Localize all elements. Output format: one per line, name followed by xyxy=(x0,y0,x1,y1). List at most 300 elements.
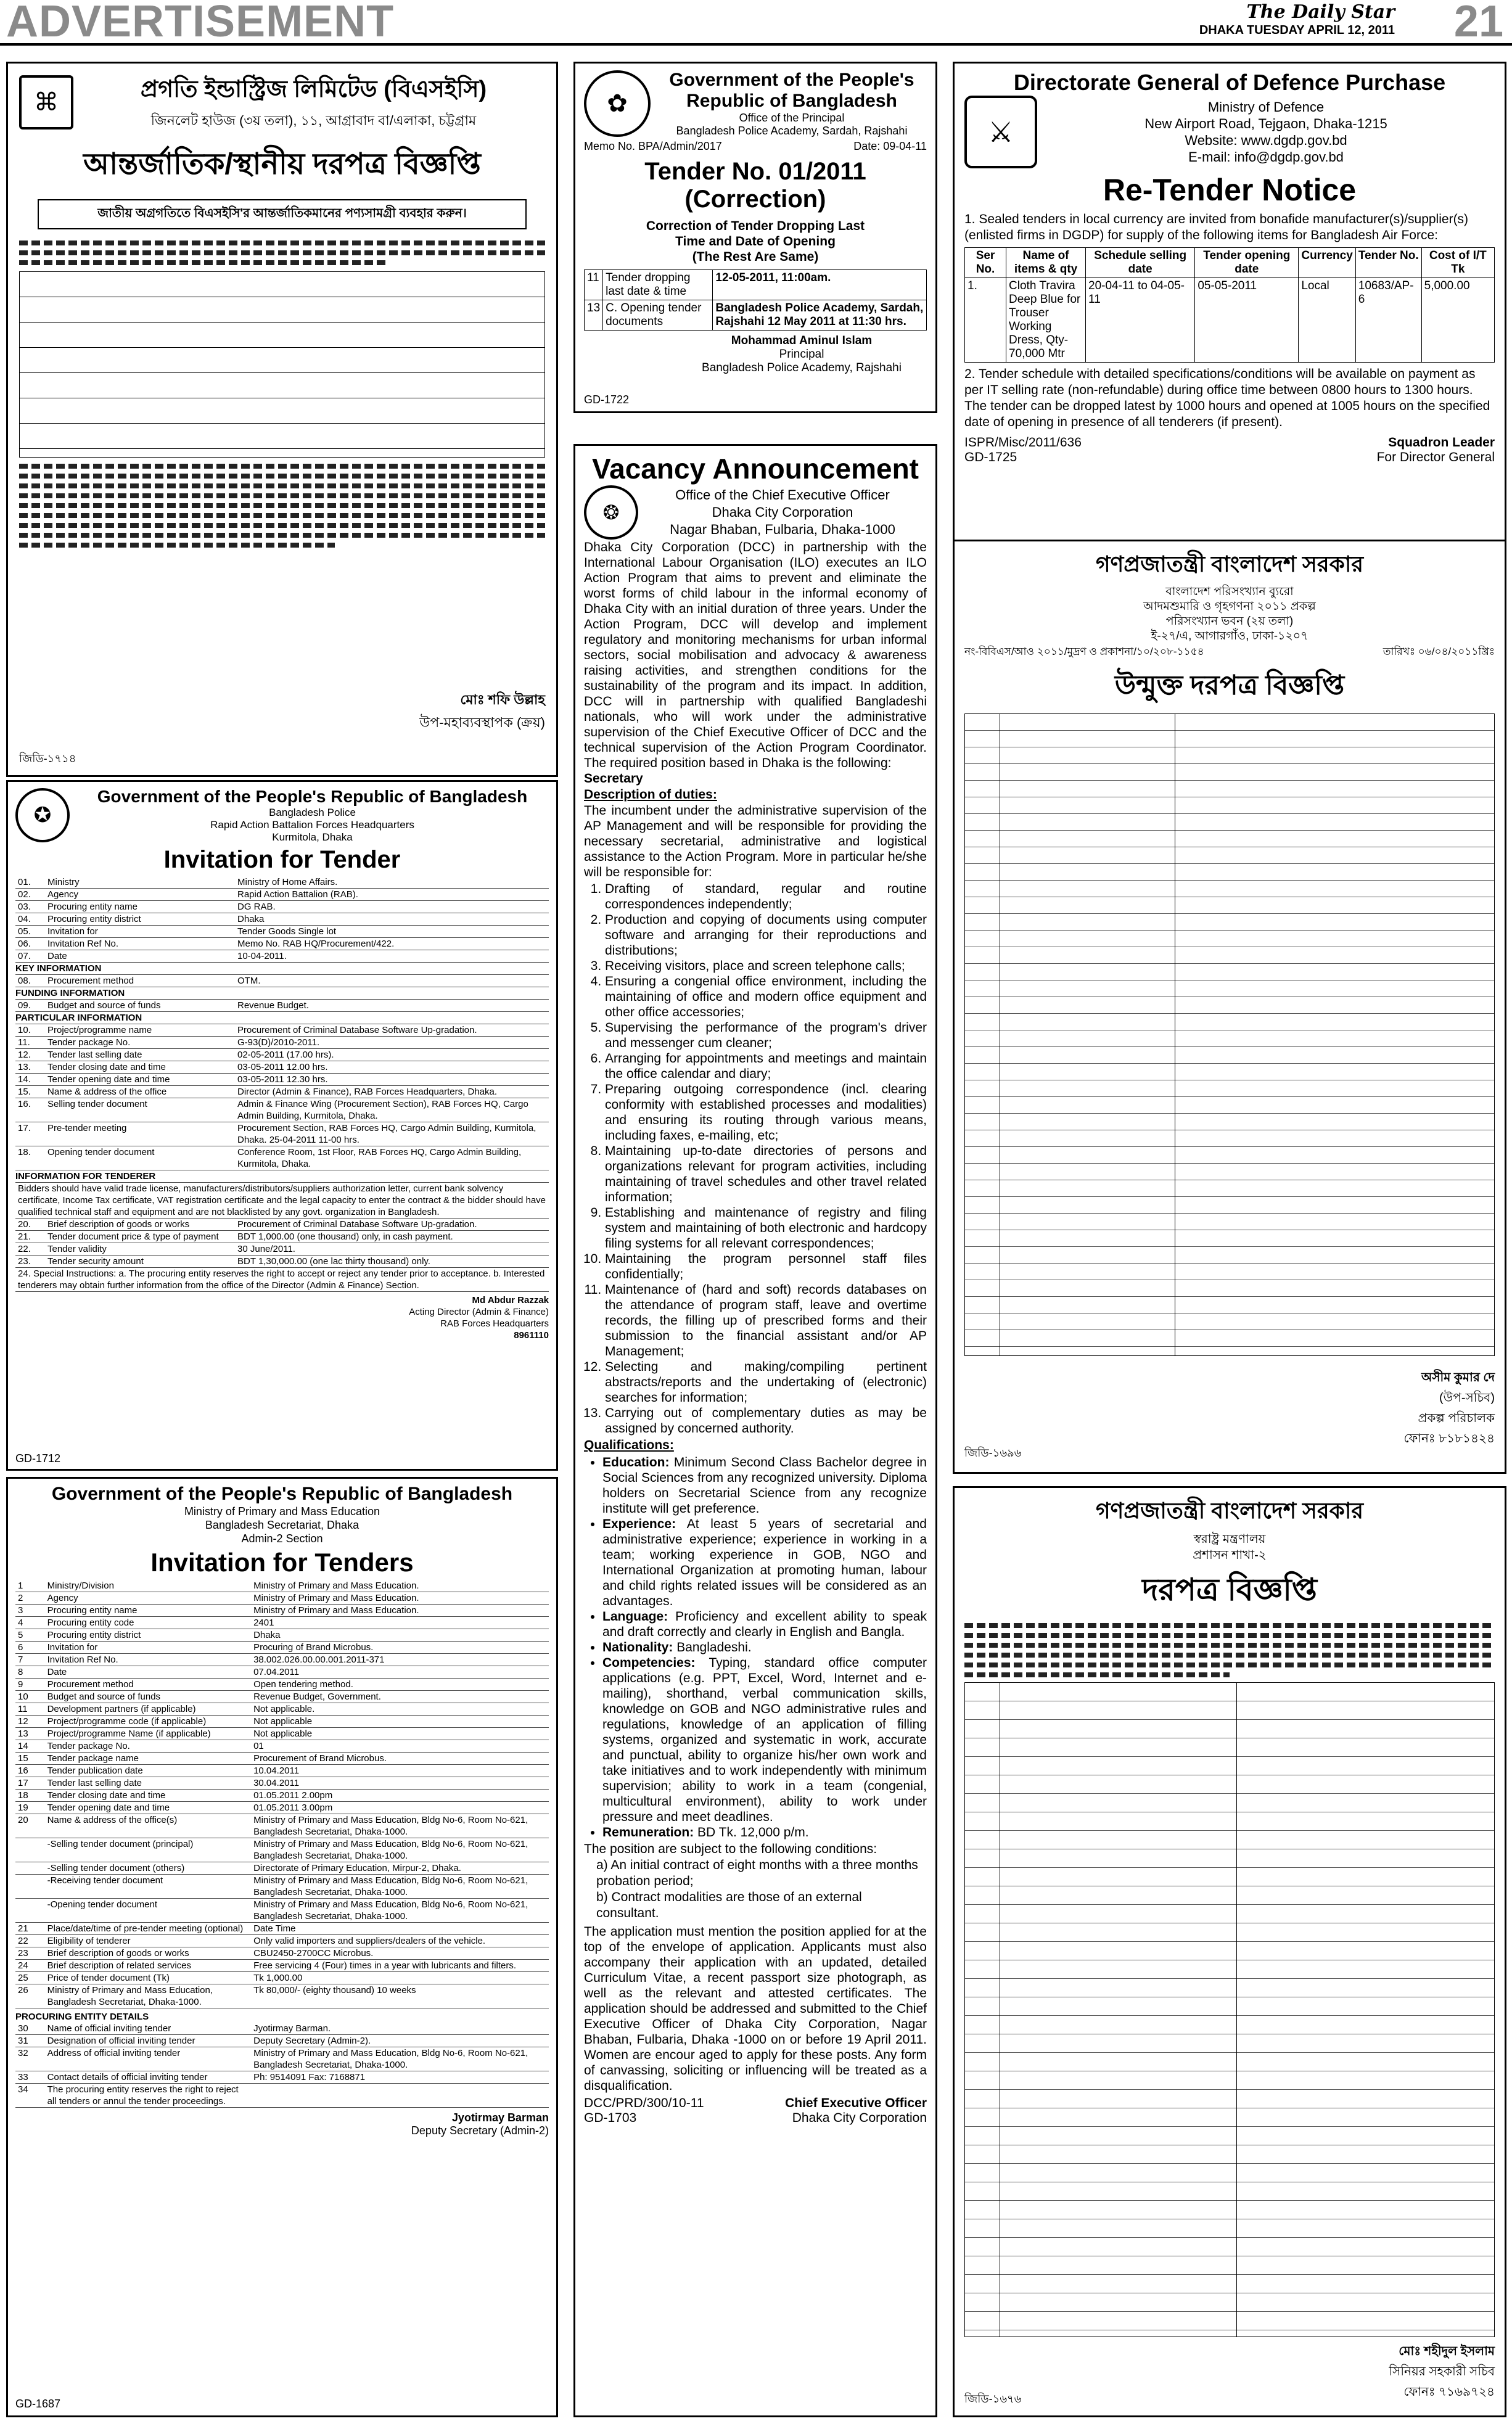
table-cell: Ministry of Home Affairs. xyxy=(237,877,338,887)
ad-police-academy-tender xyxy=(573,62,937,413)
table-cell: 13. xyxy=(18,1062,31,1072)
table-cell: 17 xyxy=(18,1778,28,1788)
table-cell: 9 xyxy=(18,1679,23,1690)
tender-intro xyxy=(964,1623,1495,1677)
address: ই-২৭/এ, আগারগাঁও, ঢাকা-১২০৭ xyxy=(1151,630,1309,643)
intro-text: 1. Sealed tenders in local currency are invited from bonafide manufacturer(s)/supplier(s) (enlisted firms in DGDP) for supply of the following items for Bangladesh Air Force: xyxy=(964,212,1469,242)
table-row xyxy=(15,1923,549,1935)
table-cell: Name & address of the office xyxy=(47,1087,167,1097)
phone: 8961110 xyxy=(514,1330,549,1341)
duties-list xyxy=(584,881,927,1436)
table-row xyxy=(15,1947,549,1960)
table-cell: Procuring of Brand Microbus. xyxy=(253,1642,374,1653)
table-cell: Tender package name xyxy=(47,1753,139,1764)
apply-text: The application must mention the position applied for at the top of the envelope of application. Applicants must also accompany their application with an updated, detailed Curriculum Vitae, a recent passport size photograph, as well as the relevant and attested certificates. The application should be addressed and submitted to the Chief Executive Officer of Dhaka City Corporation, Nagar Bhaban, Fulbaria, Dhaka -1000 on or before 19 April 2011. Women are encour aged to apply for these posts. Any form of canvassing, soliciting or influencing will be treated as a disqualification. xyxy=(584,1925,927,2093)
row-num: 11 xyxy=(585,270,603,300)
table-cell: Open tendering method. xyxy=(253,1679,353,1690)
table-row xyxy=(15,1654,549,1666)
table-cell: 26 xyxy=(18,1985,28,1996)
table-cell: OTM. xyxy=(237,976,261,986)
table-cell: BDT 1,30,000.00 (one lac thirty thousand) only. xyxy=(237,1256,430,1267)
table-cell: Procurement of Criminal Database Software Up-gradation. xyxy=(237,1025,477,1035)
table-row xyxy=(15,1592,549,1605)
table-cell: Tk 1,000.00 xyxy=(253,1973,303,1983)
table-cell: 10 xyxy=(18,1691,28,1702)
table-cell: -Receiving tender document xyxy=(47,1875,163,1886)
qual-list xyxy=(584,1455,927,1840)
gd-number: GD-1687 xyxy=(15,2398,61,2410)
table-cell: Ministry of Primary and Mass Education, Bldg No-6, Room No-621, Bangladesh Secretariat, Dhaka-1000. xyxy=(253,1875,528,1897)
qual-label: Education: xyxy=(602,1455,670,1469)
table-cell: 25 xyxy=(18,1973,28,1983)
table-row xyxy=(15,1049,549,1061)
tender-title: Tender No. 01/2011 (Correction) xyxy=(644,158,866,213)
signer-name: মোঃ শহীদুল ইসলাম xyxy=(1399,2345,1495,2358)
duty-item: 2. Production and copying of documents using computer software and arranging for their reproductions and distributions; xyxy=(605,912,927,958)
table-row xyxy=(15,1024,549,1037)
table-cell: 02. xyxy=(18,889,31,900)
table-row xyxy=(15,1984,549,2008)
table-cell: Tender publication date xyxy=(47,1765,143,1776)
items-table xyxy=(964,247,1495,363)
office-name: Office of the Principal xyxy=(739,112,845,124)
table-cell: 06. xyxy=(18,939,31,949)
signer-name: মোঃ শফি উল্লাহ xyxy=(460,692,545,707)
office: Office of the Chief Executive Officer xyxy=(675,487,890,503)
memo-number: Memo No. BPA/Admin/2017 xyxy=(584,140,722,152)
table-cell: 16. xyxy=(18,1099,31,1109)
table-cell: 7 xyxy=(18,1654,23,1665)
table-row xyxy=(15,1972,549,1984)
table-cell: Date Time xyxy=(253,1923,296,1934)
gd-number: জিডি-১৬৯৬ xyxy=(964,1447,1022,1459)
section-title: ADVERTISEMENT xyxy=(6,0,395,46)
table-cell: Ministry/Division xyxy=(47,1580,114,1591)
table-cell: Tk 80,000/- (eighty thousand) 10 weeks xyxy=(253,1985,416,1996)
rab-hq: Rapid Action Battalion Forces Headquarters xyxy=(210,819,414,831)
mopme-table xyxy=(15,1580,549,2008)
table-cell: Tender last selling date xyxy=(47,1778,142,1788)
table-cell: Date xyxy=(47,951,67,961)
table-cell: 09. xyxy=(18,1000,31,1011)
tender-title: Invitation for Tenders xyxy=(150,1548,414,1577)
table-cell: Tender package No. xyxy=(47,1037,131,1048)
table-cell: Procuring entity name xyxy=(47,1605,138,1616)
table-row xyxy=(15,2035,549,2047)
table-row xyxy=(15,1862,549,1875)
table-cell xyxy=(15,1838,45,1862)
table-cell: Not applicable xyxy=(253,1716,313,1727)
signer-name: Mohammad Aminul Islam xyxy=(731,334,873,347)
table-cell: Tender opening date and time xyxy=(47,1074,170,1085)
note-text: 2. Tender schedule with detailed specifications/conditions will be available on payment as per IT selling rate (non-refundable) during office time between 0800 hours to 1300 hours. The tender can be dropped latest by 1000 hours and opened at 1005 hours on the specified date of opening in presence of all tenderers (if present). xyxy=(964,367,1490,429)
table-cell: Agency xyxy=(47,1593,78,1603)
table-cell: 04. xyxy=(18,914,31,924)
gd-number: জিডি-১৬৭৬ xyxy=(964,2393,1022,2405)
table-cell: CBU2450-2700CC Microbus. xyxy=(253,1948,374,1959)
table-cell: Procurement Section, RAB Forces HQ, Cargo Admin Building, Kurmitola, Dhaka. 25-04-2011 11-00 hrs. xyxy=(237,1123,536,1145)
col-header: Tender opening date xyxy=(1195,248,1299,278)
qual-item xyxy=(602,1640,927,1655)
table-cell: 14 xyxy=(18,1741,28,1751)
col-header: Currency xyxy=(1299,248,1355,278)
table-cell: Ministry of Primary and Mass Education. xyxy=(253,1605,419,1616)
table-cell: Development partners (if applicable) xyxy=(47,1704,196,1714)
gd-number: GD-1703 xyxy=(584,2111,637,2125)
table-row xyxy=(15,1122,549,1146)
table-row xyxy=(15,889,549,901)
duty-item: 1. Drafting of standard, regular and routine correspondences independently; xyxy=(605,881,927,912)
table-cell: Budget and source of funds xyxy=(47,1691,161,1702)
bureau: বাংলাদেশ পরিসংখ্যান ব্যুরো xyxy=(1165,585,1294,598)
table-cell: Free servicing 4 (Four) times in a year with lubricants and filters. xyxy=(253,1960,517,1971)
signer-title: উপ-মহাব্যবস্থাপক (ক্রয়) xyxy=(419,715,545,730)
section-heading: PARTICULAR INFORMATION xyxy=(15,1012,549,1024)
table-cell: Ministry of Primary and Mass Education, Bldg No-6, Room No-621, Bangladesh Secretariat, Dhaka-1000. xyxy=(253,2048,528,2070)
signer-name: Md Abdur Razzak xyxy=(472,1295,549,1305)
table-cell: Directorate of Primary Education, Mirpur-2, Dhaka. xyxy=(253,1863,461,1873)
condition: a) An initial contract of eight months with a three months probation period; xyxy=(596,1858,918,1888)
address: New Airport Road, Tejgaon, Dhaka-1215 xyxy=(1144,116,1387,131)
table-cell: Admin & Finance Wing (Procurement Section), RAB Forces HQ, Cargo Admin Building, Kurmitola, Dhaka. xyxy=(237,1099,528,1121)
qual-label: Competencies: xyxy=(602,1656,696,1670)
table-row xyxy=(15,1899,549,1923)
position: Secretary xyxy=(584,771,643,786)
table-cell: Project/programme name xyxy=(47,1025,152,1035)
ad-mopme-tender xyxy=(6,1477,558,2417)
building: পরিসংখ্যান ভবন (২য় তলা) xyxy=(1165,615,1294,628)
gd-number: GD-1722 xyxy=(584,393,630,406)
duties-heading: Description of duties: xyxy=(584,787,717,802)
govt-emblem-icon: ✿ xyxy=(584,70,651,137)
table-row xyxy=(15,1243,549,1256)
table-cell: Procuring entity district xyxy=(47,914,141,924)
col-header: Name of items & qty xyxy=(1006,248,1086,278)
table-cell: Brief description of related services xyxy=(47,1960,192,1971)
gd-number: GD-1725 xyxy=(964,450,1017,464)
table-cell: 20. xyxy=(18,1219,31,1230)
govt-name: Government of the People's Republic of Bangladesh xyxy=(51,1484,513,1504)
signer-name: অসীম কুমার দে xyxy=(1421,1371,1495,1384)
table-cell: G-93(D)/2010-2011. xyxy=(237,1037,320,1048)
table-cell: 03. xyxy=(18,902,31,912)
table-cell: 24 xyxy=(18,1960,28,1971)
table-cell: 8 xyxy=(18,1667,23,1677)
text-block: Bidders should have valid trade license, manufacturers/distributors/suppliers authorization letter, current bank solvency certificate, Income Tax certificate, VAT registration certificate and the legal capacity to enter the contract & the bidder should have qualified technical staff and equipment and are not blacklisted by any govt. organization in Bangladesh. xyxy=(15,1183,549,1219)
table-cell: Tender opening date and time xyxy=(47,1802,170,1813)
table-row xyxy=(15,1790,549,1802)
row-label: Tender dropping last date & time xyxy=(603,270,713,300)
dgdp-logo-icon: ⚔ xyxy=(964,96,1037,168)
table-cell: Deputy Secretary (Admin-2). xyxy=(253,2036,371,2046)
qual-text: Proficiency and excellent ability to speak and draft correctly and clearly in English and Bangla. xyxy=(602,1609,927,1639)
table-row xyxy=(15,975,549,987)
table-row xyxy=(15,1629,549,1642)
qual-item xyxy=(602,1655,927,1825)
duty-item: 5. Supervising the performance of the program's driver and messenger cum cleaner; xyxy=(605,1020,927,1051)
table-cell: -Opening tender document xyxy=(47,1899,158,1910)
table-cell: Opening tender document xyxy=(47,1147,155,1157)
address: Nagar Bhaban, Fulbaria, Dhaka-1000 xyxy=(670,522,895,537)
table-cell: Tender Goods Single lot xyxy=(237,926,337,937)
ministry: Ministry of Primary and Mass Education xyxy=(184,1505,380,1518)
table-cell: 19 xyxy=(18,1802,28,1813)
table-row xyxy=(15,1960,549,1972)
table-cell: Ph: 9514091 Fax: 7168871 xyxy=(253,2072,366,2082)
email-link[interactable]: E-mail: info@dgdp.gov.bd xyxy=(1188,149,1344,165)
table-cell: 3 xyxy=(18,1605,23,1616)
table-row xyxy=(15,1838,549,1862)
table-cell: Conference Room, 1st Floor, RAB Forces HQ, Cargo Admin Building, Kurmitola, Dhaka. xyxy=(237,1147,522,1169)
dcc: Dhaka City Corporation xyxy=(712,504,853,520)
table-row xyxy=(15,1146,549,1170)
table-cell xyxy=(15,1875,45,1898)
table-cell: Ministry xyxy=(47,877,80,887)
table-row xyxy=(15,1061,549,1074)
table-row xyxy=(15,1679,549,1691)
col-header: Tender No. xyxy=(1355,248,1421,278)
qual-heading: Qualifications: xyxy=(584,1438,674,1452)
police-emblem-icon: ✪ xyxy=(15,788,70,842)
table-cell: Brief description of goods or works xyxy=(47,1948,189,1959)
table-cell: Place/date/time of pre-tender meeting (optional) xyxy=(47,1923,244,1934)
table-cell: Pre-tender meeting xyxy=(47,1123,127,1133)
table-cell: Revenue Budget, Government. xyxy=(253,1691,381,1702)
table-cell: 15 xyxy=(18,1753,28,1764)
table-row xyxy=(15,1716,549,1728)
website-link[interactable]: Website: www.dgdp.gov.bd xyxy=(1185,133,1347,148)
table-cell: Date xyxy=(47,1667,67,1677)
signer-title: Principal xyxy=(779,348,824,361)
branch: প্রশাসন শাখা-২ xyxy=(1193,1548,1267,1562)
signer-title: Chief Executive Officer xyxy=(785,2096,927,2110)
ref-date: তারিখঃ ০৬/০৪/২০১১খ্রিঃ xyxy=(1383,646,1495,657)
table-row xyxy=(15,1814,549,1838)
table-cell: Project/programme code (if applicable) xyxy=(47,1716,207,1727)
table-cell: Ministry of Primary and Mass Education. xyxy=(253,1580,419,1591)
table-row xyxy=(15,1777,549,1790)
col-header: Ser No. xyxy=(965,248,1006,278)
tender-table xyxy=(964,1682,1495,2337)
table-cell: Agency xyxy=(47,889,79,900)
cell: Cloth Travira Deep Blue for Trouser Working Dress, Qty-70,000 Mtr xyxy=(1006,278,1086,363)
govt-name: গণপ্রজাতন্ত্রী বাংলাদেশ সরকার xyxy=(1095,1498,1364,1523)
table-cell: DG RAB. xyxy=(237,902,276,912)
secretariat: Bangladesh Secretariat, Dhaka xyxy=(205,1519,360,1531)
table-cell xyxy=(251,2084,549,2107)
table-cell: Eligibility of tenderer xyxy=(47,1936,131,1946)
table-row xyxy=(15,1765,549,1777)
col-header: Cost of I/T Tk xyxy=(1421,248,1494,278)
rab-table xyxy=(15,876,549,1292)
table-row xyxy=(15,950,549,963)
table-cell xyxy=(15,1862,45,1874)
ad-rab-tender xyxy=(6,780,558,1471)
qual-text: At least 5 years of secretarial and administrative experience; experience in working in a team; working experience in GOB, NGO and International Organization at promoting human, labour and child rights related issues will be considered as an advantages. xyxy=(602,1517,927,1608)
correction-table xyxy=(584,269,927,331)
ad-home-ministry-tender xyxy=(953,1486,1506,2417)
table-cell: Brief description of goods or works xyxy=(47,1219,190,1230)
tender-title: দরপত্র বিজ্ঞপ্তি xyxy=(1142,1572,1317,1607)
table-cell: Tender security amount xyxy=(47,1256,144,1267)
text-block: 24. Special Instructions: a. The procuring entity reserves the right to accept or reject any tender prior to acceptance. b. Interested tenderers may obtain further information from the office of the Director (Admin & Finance) Section. xyxy=(15,1268,549,1292)
table-cell: Address of official inviting tender xyxy=(47,2048,181,2058)
table-cell: Procuring entity name xyxy=(47,902,138,912)
qual-label: Language: xyxy=(602,1609,668,1624)
table-row xyxy=(15,2084,549,2108)
table-cell: BDT 1,000.00 (one thousand) only, in cash payment. xyxy=(237,1231,453,1242)
location: Kurmitola, Dhaka xyxy=(272,831,353,843)
ministry: Ministry of Defence xyxy=(1207,99,1325,115)
duty-item: 6. Arranging for appointments and meetings and maintain the office calendar and diary; xyxy=(605,1051,927,1082)
subtitle-3: (The Rest Are Same) xyxy=(692,250,819,264)
company-name: প্রগতি ইন্ডাস্ট্রিজ লিমিটেড (বিএসইসি) xyxy=(140,76,487,102)
table-row xyxy=(15,1691,549,1703)
tender-body-text xyxy=(19,236,545,680)
table-cell: 4 xyxy=(18,1617,23,1628)
table-cell: Procuring entity district xyxy=(47,1630,141,1640)
table-cell: 13 xyxy=(18,1728,28,1739)
table-cell: 38.002.026.00.00.001.2011-371 xyxy=(253,1654,385,1665)
table-cell xyxy=(15,1899,45,1922)
table-row xyxy=(15,1086,549,1098)
table-cell: 16 xyxy=(18,1765,28,1776)
govt-name: Government of the People's Republic of Bangladesh xyxy=(669,70,914,111)
table-row xyxy=(15,926,549,938)
table-cell: 2401 xyxy=(253,1617,274,1628)
table-cell: 10-04-2011. xyxy=(237,951,287,961)
signer-title: Acting Director (Admin & Finance) xyxy=(409,1307,549,1317)
row-label: C. Opening tender documents xyxy=(603,300,713,331)
table-cell: Revenue Budget. xyxy=(237,1000,309,1011)
ad-dcc-vacancy xyxy=(573,444,937,2417)
qual-text: BD Tk. 12,000 p/m. xyxy=(697,1825,809,1839)
ad-pragoti-tender xyxy=(6,62,558,777)
notice-title: Re-Tender Notice xyxy=(1103,173,1357,207)
table-cell: Selling tender document xyxy=(47,1099,147,1109)
qual-text: Typing, standard office computer applications (e.g. PPT, Excel, Word, Internet and e-mailing), shorthand, verbal communication skills, knowledge on GOB and NGO administrative rules and regulations, knowledge of an application of filling systems, organized and systematic in work, accurate and punctual, ability to organize his/her own work and take initiatives and to work independently with minimum supervision; ability to work in a team (congenial, multicultural environment), ability to work under pressure and meet deadlines. xyxy=(602,1656,927,1824)
section-heading: FUNDING INFORMATION xyxy=(15,987,549,1000)
table-cell: Name of official inviting tender xyxy=(47,2023,171,2034)
col-header: Schedule selling date xyxy=(1086,248,1195,278)
table-cell: Jyotirmay Barman. xyxy=(253,2023,331,2034)
intro-text: Dhaka City Corporation (DCC) in partnership with the International Labour Organisation (ILO) executes an ILO Action Program that aims to prevent and eliminate the worst forms of child labour in the informal economy of Dhaka City with an initial duration of three years. Under the Action Program, DCC will develop and implement regulatory and monitoring mechanisms for urban informal sectors, social mobilisation and advocacy & awareness raising activities, and strengthen conditions for the sustainability of the program and its impact. In addition, DCC will in partnership with qualified Bangladeshi nationals, who will work under the administrative supervision of the Chief Executive Officer of DCC and the technical supervision of the Action Program Coordinator. The required position based in Dhaka is the following: xyxy=(584,540,927,770)
dcc-logo-icon: ❂ xyxy=(584,485,638,540)
table-row xyxy=(15,1617,549,1629)
company-address: জিনলেট হাউজ (৩য় তলা), ১১, আগ্রাবাদ বা/এলাকা, চট্টগ্রাম xyxy=(150,113,477,128)
row-value: 12-05-2011, 11:00am. xyxy=(713,270,927,300)
tender-title: Invitation for Tender xyxy=(163,846,401,873)
table-row xyxy=(15,1256,549,1268)
table-cell: Tender last selling date xyxy=(47,1050,142,1060)
newspaper-logo: The Daily Star xyxy=(1246,1,1395,23)
table-cell: Budget and source of funds xyxy=(47,1000,161,1011)
cell: 20-04-11 to 04-05-11 xyxy=(1086,278,1195,363)
section-heading: INFORMATION FOR TENDERER xyxy=(15,1170,549,1183)
signer-title: Deputy Secretary (Admin-2) xyxy=(411,2124,549,2137)
table-cell: 17. xyxy=(18,1123,31,1133)
ad-bbs-tender xyxy=(953,540,1506,1474)
table-cell: 02-05-2011 (17.00 hrs). xyxy=(237,1050,334,1060)
qual-item xyxy=(602,1516,927,1609)
table-row xyxy=(15,938,549,950)
table-cell: 33 xyxy=(18,2072,28,2082)
table-cell: The procuring entity reserves the right to reject all tenders or annul the tender proceedings. xyxy=(47,2084,239,2107)
table-cell: 1 xyxy=(18,1580,23,1591)
table-cell: Invitation for xyxy=(47,1642,98,1653)
ref-number: নং-বিবিএস/আও ২০১১/মুদ্রণ ও প্রকাশনা/১০/২০৮-১১৫৪ xyxy=(964,646,1204,657)
table-cell: Tender validity xyxy=(47,1244,107,1254)
tender-title: উন্মুক্ত দরপত্র বিজ্ঞপ্তি xyxy=(1114,670,1345,701)
table-cell: 22 xyxy=(18,1936,28,1946)
table-cell: Procurement of Brand Microbus. xyxy=(253,1753,387,1764)
entity-heading: PROCURING ENTITY DETAILS xyxy=(15,2012,149,2022)
pragoti-logo-icon: ⌘ xyxy=(19,75,73,129)
qual-item xyxy=(602,1609,927,1640)
table-cell: 5 xyxy=(18,1630,23,1640)
table-cell: 23. xyxy=(18,1256,31,1267)
memo-date: Date: 09-04-11 xyxy=(853,140,927,152)
table-cell: Invitation Ref No. xyxy=(47,939,119,949)
table-cell: 01. xyxy=(18,877,31,887)
table-cell: Not applicable xyxy=(253,1728,313,1739)
duty-item: 3. Receiving visitors, place and screen telephone calls; xyxy=(605,958,927,974)
signer-org: Bangladesh Police Academy, Rajshahi xyxy=(702,361,902,374)
conditions-intro: The position are subject to the following conditions: xyxy=(584,1842,877,1856)
police: Bangladesh Police xyxy=(269,807,356,818)
cell: 1. xyxy=(965,278,1006,363)
phone: ফোনঃ ৮১৮১৪২৪ xyxy=(1403,1432,1495,1445)
cell: 05-05-2011 xyxy=(1195,278,1299,363)
table-cell: Tender package No. xyxy=(47,1741,130,1751)
table-cell: 10. xyxy=(18,1025,31,1035)
table-cell: 30.04.2011 xyxy=(253,1778,300,1788)
table-cell: 01.05.2011 2.00pm xyxy=(253,1790,333,1801)
table-cell: Price of tender document (Tk) xyxy=(47,1973,170,1983)
table-cell: 6 xyxy=(18,1642,23,1653)
table-row xyxy=(15,1875,549,1899)
duty-item: 9. Establishing and maintenance of registry and filing system and maintaining of both electronic and hardcopy filing systems for all relevant correspondences; xyxy=(605,1205,927,1251)
table-row xyxy=(15,1219,549,1231)
table-cell: 18. xyxy=(18,1147,31,1157)
signer-name: Jyotirmay Barman xyxy=(451,2111,549,2124)
signer-org: প্রকল্প পরিচালক xyxy=(1418,1412,1495,1425)
table-row xyxy=(15,1802,549,1814)
table-row xyxy=(15,913,549,926)
table-cell: Procuring entity code xyxy=(47,1617,134,1628)
table-cell: Tender document price & type of payment xyxy=(47,1231,219,1242)
table-row xyxy=(15,901,549,913)
vacancy-title: Vacancy Announcement xyxy=(591,453,919,485)
table-cell: Project/programme Name (if applicable) xyxy=(47,1728,211,1739)
table-cell: 12. xyxy=(18,1050,31,1060)
signer-org: Dhaka City Corporation xyxy=(792,2111,927,2125)
table-row xyxy=(15,1580,549,1592)
row-num: 13 xyxy=(585,300,603,331)
table-cell: Name & address of the office(s) xyxy=(47,1815,178,1825)
table-cell: Invitation Ref No. xyxy=(47,1654,118,1665)
table-cell: 15. xyxy=(18,1087,31,1097)
tender-table xyxy=(964,713,1495,1356)
project: আদমশুমারি ও গৃহগণনা ২০১১ প্রকল্প xyxy=(1143,600,1316,613)
table-row xyxy=(15,2023,549,2035)
section: Admin-2 Section xyxy=(241,1532,323,1545)
duty-item: 13. Carrying out of complementary duties as may be assigned by concerned authority. xyxy=(605,1405,927,1436)
table-cell: Procurement of Criminal Database Software Up-gradation. xyxy=(237,1219,477,1230)
table-cell: Director (Admin & Finance), RAB Forces Headquarters, Dhaka. xyxy=(237,1087,497,1097)
ministry: স্বরাষ্ট্র মন্ত্রণালয় xyxy=(1193,1532,1266,1546)
signer-title: For Director General xyxy=(1376,450,1495,464)
